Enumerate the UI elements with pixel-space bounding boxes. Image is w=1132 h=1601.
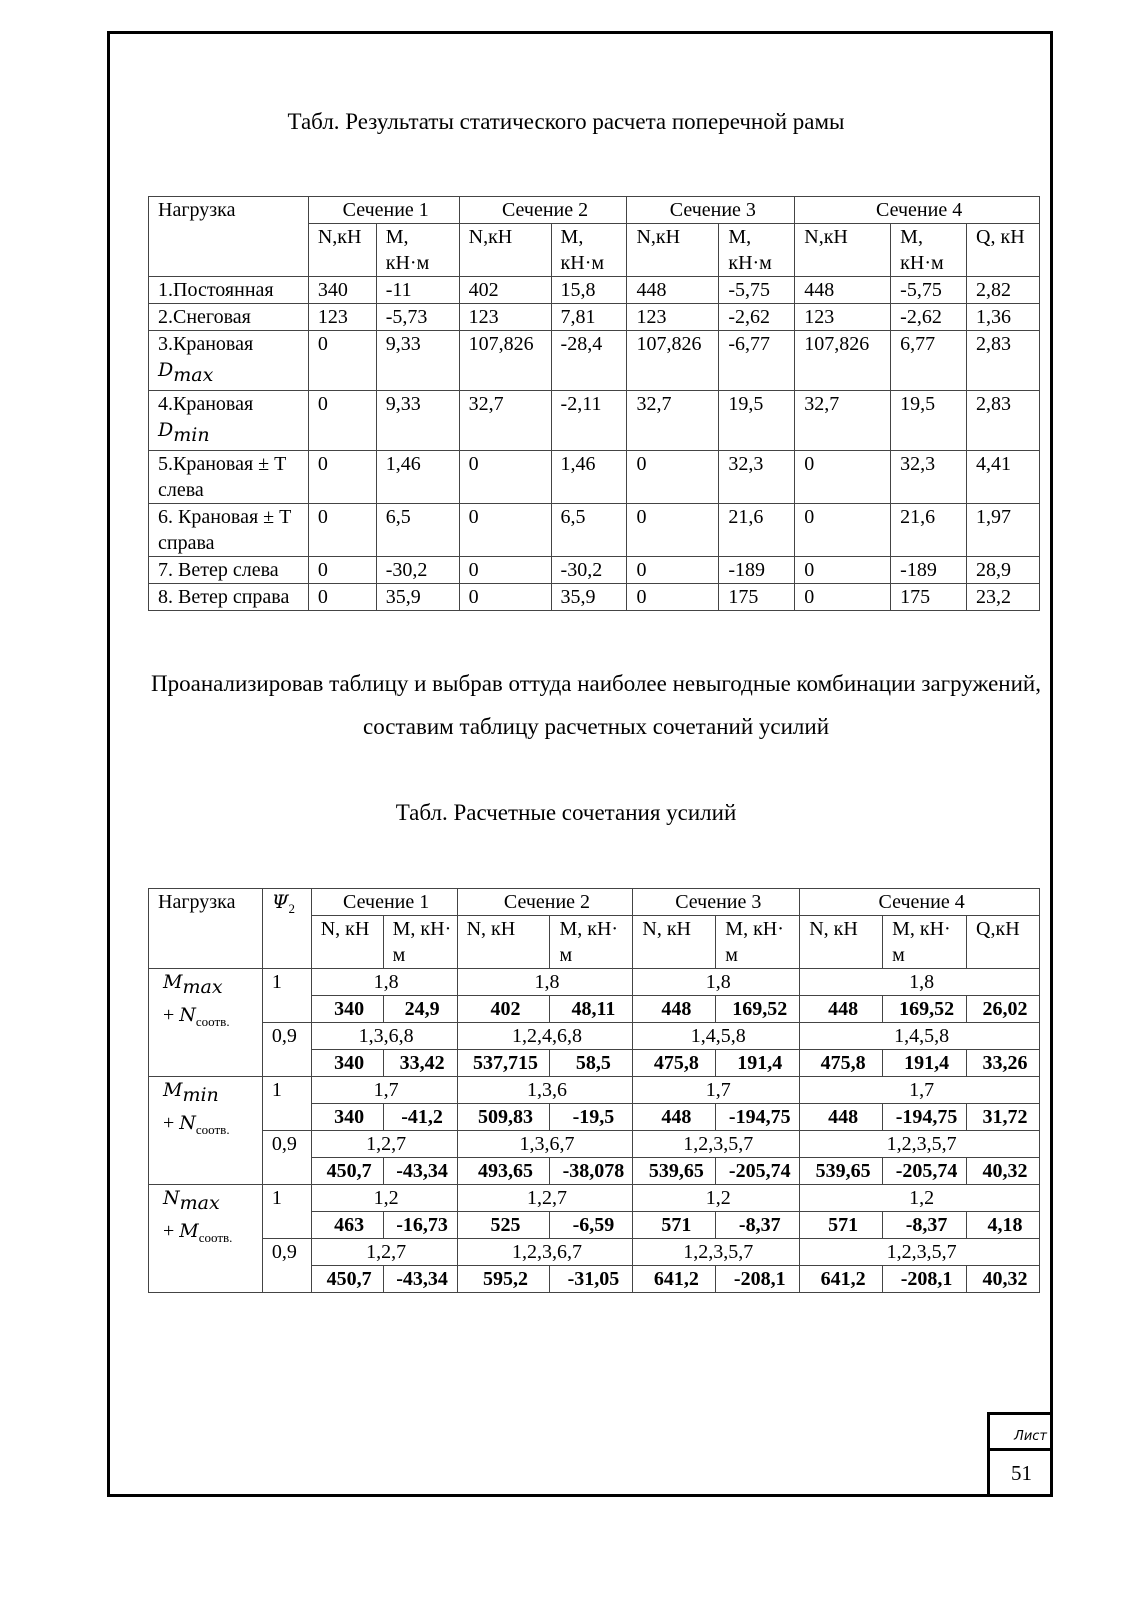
analysis-paragraph: Проанализировав таблицу и выбрав оттуда наиболее невыгодные комбинации загружений, составим таблицу расчетных сочетаний усилий (151, 671, 1041, 739)
table-cell: -5,75 (891, 277, 967, 304)
header-sub: Q, кН (967, 224, 1040, 277)
value-cell: 340 (311, 1050, 383, 1077)
row-label-text: 6. Крановая ± Т справа (158, 506, 292, 554)
table-cell: 1,46 (551, 451, 627, 504)
value-cell: 24,9 (383, 996, 457, 1023)
header-sub: М, кН·м (551, 224, 627, 277)
value-cell: -194,75 (716, 1104, 800, 1131)
table-cell: 2,83 (967, 391, 1040, 451)
table-row (149, 304, 1040, 331)
value-cell: 448 (800, 996, 883, 1023)
table-cell: -11 (376, 277, 459, 304)
table-cell: 28,9 (967, 557, 1040, 584)
page-number: 51 (1011, 1461, 1032, 1485)
combo-cell: 1,4,5,8 (633, 1023, 800, 1050)
combo-cell: 1,2,7 (311, 1131, 457, 1158)
table-cell: -28,4 (551, 331, 627, 391)
value-cell: 26,02 (967, 996, 1040, 1023)
table-cell: 0 (308, 584, 376, 611)
header-sub: М, кН· м (716, 916, 800, 969)
value-cell: -208,1 (716, 1266, 800, 1293)
combo-row (149, 1077, 1040, 1104)
combo-row (149, 1131, 1040, 1158)
combo-cell: 1,7 (800, 1077, 1040, 1104)
value-cell: 340 (311, 996, 383, 1023)
table-cell: 19,5 (891, 391, 967, 451)
table-cell: 0 (308, 451, 376, 504)
row-label (149, 331, 309, 391)
combo-cell: 1,8 (457, 969, 633, 996)
header-section-1: Сечение 1 (311, 889, 457, 916)
combo-row (149, 1239, 1040, 1266)
combo-cell: 1,2 (633, 1185, 800, 1212)
table-row (149, 391, 1040, 451)
combo-cell: 1,3,6,7 (457, 1131, 633, 1158)
table-cell: 0 (459, 584, 551, 611)
value-cell: 595,2 (457, 1266, 550, 1293)
value-cell: 450,7 (311, 1266, 383, 1293)
value-cell: 169,52 (716, 996, 800, 1023)
table-cell: 123 (627, 304, 719, 331)
header-section-2: Сечение 2 (459, 197, 627, 224)
table2-title: Табл. Расчетные сочетания усилий (395, 800, 737, 825)
value-cell: 463 (311, 1212, 383, 1239)
header-sub: N, кН (457, 916, 550, 969)
value-cell: -43,34 (383, 1266, 457, 1293)
header-load: Нагрузка (149, 889, 263, 969)
value-cell: -31,05 (550, 1266, 633, 1293)
group-label (149, 1077, 263, 1185)
table-cell: 123 (308, 304, 376, 331)
value-cell: 448 (633, 996, 716, 1023)
table-cell: 107,826 (459, 331, 551, 391)
value-cell: 40,32 (967, 1266, 1040, 1293)
table-cell: 107,826 (627, 331, 719, 391)
value-cell: 450,7 (311, 1158, 383, 1185)
combo-cell: 1,3,6 (457, 1077, 633, 1104)
group-label-bottom: + $N_{соотв.}$ (163, 1112, 230, 1137)
row-label-text: 2.Снеговая (158, 306, 251, 328)
table-row (149, 331, 1040, 391)
value-cell: 191,4 (716, 1050, 800, 1077)
table-cell: 32,3 (719, 451, 795, 504)
row-label (149, 504, 309, 557)
value-cell: 58,5 (550, 1050, 633, 1077)
row-label-text: 1.Постоянная (158, 279, 274, 301)
combo-cell: 1,2 (800, 1185, 1040, 1212)
value-cell: 448 (800, 1104, 883, 1131)
value-cell: 571 (800, 1212, 883, 1239)
header-sub: N, кН (800, 916, 883, 969)
header-section-4: Сечение 4 (795, 197, 1040, 224)
combo-cell: 1,2,3,5,7 (800, 1239, 1040, 1266)
header-sub: М, кН· м (550, 916, 633, 969)
value-cell: 33,26 (967, 1050, 1040, 1077)
combo-cell: 1,2,7 (457, 1185, 633, 1212)
combo-cell: 1,4,5,8 (800, 1023, 1040, 1050)
row-label-text: 7. Ветер слева (158, 559, 279, 581)
row-label (149, 304, 309, 331)
table1-title: Табл. Результаты статического расчета поперечной рамы (287, 109, 845, 134)
value-cell: -8,37 (716, 1212, 800, 1239)
table-cell: 19,5 (719, 391, 795, 451)
table-cell: 1,36 (967, 304, 1040, 331)
row-label-text: 5.Крановая ± Т слева (158, 453, 287, 501)
value-cell: 475,8 (633, 1050, 716, 1077)
header-section-4: Сечение 4 (800, 889, 1040, 916)
header-sub: М, кН·м (891, 224, 967, 277)
table-cell: -6,77 (719, 331, 795, 391)
combo-cell: 1,2,3,5,7 (633, 1239, 800, 1266)
table-cell: 2,82 (967, 277, 1040, 304)
value-cell: 191,4 (883, 1050, 967, 1077)
table-cell: 7,81 (551, 304, 627, 331)
table-cell: 35,9 (551, 584, 627, 611)
combo-cell: 1,2,3,5,7 (800, 1131, 1040, 1158)
header-section-3: Сечение 3 (627, 197, 795, 224)
table-cell: 448 (627, 277, 719, 304)
header-sub: N,кН (459, 224, 551, 277)
table-cell: -30,2 (551, 557, 627, 584)
table-cell: 123 (459, 304, 551, 331)
combo-cell: 1,8 (633, 969, 800, 996)
header-sub: N,кН (627, 224, 719, 277)
header-sub: N,кН (308, 224, 376, 277)
combo-cell: 1,7 (633, 1077, 800, 1104)
table-cell: 9,33 (376, 331, 459, 391)
row-label (149, 391, 309, 451)
table-cell: 32,7 (795, 391, 891, 451)
math-label: $M_{max}$ (163, 971, 223, 998)
header-sub: М, кН·м (376, 224, 459, 277)
group-label-bottom: + $M_{соотв.}$ (163, 1220, 233, 1245)
table-cell: 0 (459, 504, 551, 557)
table-cell: 15,8 (551, 277, 627, 304)
table-row (149, 584, 1040, 611)
header-load: Нагрузка (149, 197, 309, 277)
table-cell: 0 (627, 557, 719, 584)
sheet-label: Лист (990, 1415, 1053, 1451)
table-cell: 0 (795, 584, 891, 611)
value-cell: 539,65 (800, 1158, 883, 1185)
combo-cell: 1,2 (311, 1185, 457, 1212)
table-cell: 32,7 (627, 391, 719, 451)
combo-row (149, 1185, 1040, 1212)
group-label (149, 969, 263, 1077)
value-cell: 33,42 (383, 1050, 457, 1077)
value-cell: -43,34 (383, 1158, 457, 1185)
table-cell: 21,6 (719, 504, 795, 557)
table-cell: 32,3 (891, 451, 967, 504)
table-cell: 107,826 (795, 331, 891, 391)
combo-cell: 1,7 (311, 1077, 457, 1104)
combo-cell: 1,8 (311, 969, 457, 996)
header-sub: Q,кН (967, 916, 1040, 969)
table-cell: 0 (795, 451, 891, 504)
psi-value: 0,9 (262, 1239, 311, 1293)
table-cell: 6,5 (551, 504, 627, 557)
header-section-3: Сечение 3 (633, 889, 800, 916)
table-cell: 6,77 (891, 331, 967, 391)
table-cell: 0 (308, 504, 376, 557)
table-cell: 448 (795, 277, 891, 304)
value-cell: 402 (457, 996, 550, 1023)
value-cell: 493,65 (457, 1158, 550, 1185)
row-label (149, 277, 309, 304)
combo-cell: 1,3,6,8 (311, 1023, 457, 1050)
value-cell: -208,1 (883, 1266, 967, 1293)
combo-cell: 1,2,3,5,7 (633, 1131, 800, 1158)
psi-value: 1 (262, 969, 311, 1023)
header-psi: $\Psi_2$ (262, 889, 311, 969)
value-cell: 340 (311, 1104, 383, 1131)
header-sub: М, кН· м (383, 916, 457, 969)
table-cell: 23,2 (967, 584, 1040, 611)
value-cell: -38,078 (550, 1158, 633, 1185)
header-sub: М, кН·м (719, 224, 795, 277)
table-cell: 1,97 (967, 504, 1040, 557)
value-cell: -205,74 (716, 1158, 800, 1185)
value-cell: -8,37 (883, 1212, 967, 1239)
value-cell: -6,59 (550, 1212, 633, 1239)
row-label (149, 451, 309, 504)
table-cell: 0 (627, 584, 719, 611)
row-label (149, 557, 309, 584)
value-cell: 509,83 (457, 1104, 550, 1131)
table-cell: 1,46 (376, 451, 459, 504)
value-cell: 40,32 (967, 1158, 1040, 1185)
psi-value: 0,9 (262, 1023, 311, 1077)
header-section-2: Сечение 2 (457, 889, 633, 916)
table-cell: -5,75 (719, 277, 795, 304)
value-cell: 4,18 (967, 1212, 1040, 1239)
value-cell: 525 (457, 1212, 550, 1239)
value-cell: 169,52 (883, 996, 967, 1023)
table-cell: 0 (795, 557, 891, 584)
table-cell: 0 (308, 557, 376, 584)
value-cell: 539,65 (633, 1158, 716, 1185)
group-label-bottom: + $N_{соотв.}$ (163, 1004, 230, 1029)
sheet-stamp (987, 1412, 1053, 1497)
value-cell: 571 (633, 1212, 716, 1239)
header-sub: N, кН (633, 916, 716, 969)
math-label: $D_{min}$ (158, 419, 210, 446)
table-row (149, 557, 1040, 584)
row-label-text: 3.Крановая (158, 333, 254, 355)
value-cell: -19,5 (550, 1104, 633, 1131)
table-cell: 402 (459, 277, 551, 304)
table-cell: 0 (459, 451, 551, 504)
table-cell: -2,11 (551, 391, 627, 451)
header-sub: N, кН (311, 916, 383, 969)
row-label-text: 8. Ветер справа (158, 586, 290, 608)
table-row (149, 504, 1040, 557)
value-cell: 641,2 (633, 1266, 716, 1293)
table-cell: -2,62 (719, 304, 795, 331)
table-cell: 4,41 (967, 451, 1040, 504)
table-cell: 175 (719, 584, 795, 611)
row-label-text: 4.Крановая (158, 393, 254, 415)
header-sub: N,кН (795, 224, 891, 277)
table-cell: 0 (308, 331, 376, 391)
value-cell: -16,73 (383, 1212, 457, 1239)
table-row (149, 451, 1040, 504)
table-cell: 175 (891, 584, 967, 611)
combo-cell: 1,8 (800, 969, 1040, 996)
math-label: $N_{max}$ (163, 1187, 220, 1214)
table-cell: 2,83 (967, 331, 1040, 391)
row-label (149, 584, 309, 611)
psi-value: 1 (262, 1077, 311, 1131)
table-cell: 0 (795, 504, 891, 557)
value-cell: 475,8 (800, 1050, 883, 1077)
table-cell: 123 (795, 304, 891, 331)
table-row (149, 277, 1040, 304)
design-combinations-table (148, 888, 1040, 1293)
combo-cell: 1,2,4,6,8 (457, 1023, 633, 1050)
table-cell: -189 (719, 557, 795, 584)
value-cell: -194,75 (883, 1104, 967, 1131)
combo-cell: 1,2,7 (311, 1239, 457, 1266)
static-results-table (148, 196, 1040, 611)
table-cell: 0 (459, 557, 551, 584)
table-cell: 0 (627, 451, 719, 504)
psi-value: 0,9 (262, 1131, 311, 1185)
table-cell: -5,73 (376, 304, 459, 331)
table-cell: 21,6 (891, 504, 967, 557)
value-cell: 31,72 (967, 1104, 1040, 1131)
combo-row (149, 1023, 1040, 1050)
value-cell: 641,2 (800, 1266, 883, 1293)
table-cell: -2,62 (891, 304, 967, 331)
table-cell: 35,9 (376, 584, 459, 611)
math-label: $D_{max}$ (158, 359, 214, 386)
table-cell: -189 (891, 557, 967, 584)
value-cell: 48,11 (550, 996, 633, 1023)
header-section-1: Сечение 1 (308, 197, 459, 224)
table-cell: 0 (627, 504, 719, 557)
combo-row (149, 969, 1040, 996)
table-cell: 340 (308, 277, 376, 304)
value-cell: 448 (633, 1104, 716, 1131)
combo-cell: 1,2,3,6,7 (457, 1239, 633, 1266)
value-cell: -205,74 (883, 1158, 967, 1185)
table-cell: 0 (308, 391, 376, 451)
group-label (149, 1185, 263, 1293)
header-sub: М, кН· м (883, 916, 967, 969)
value-cell: -41,2 (383, 1104, 457, 1131)
table-cell: 9,33 (376, 391, 459, 451)
table-cell: -30,2 (376, 557, 459, 584)
psi-value: 1 (262, 1185, 311, 1239)
table-cell: 6,5 (376, 504, 459, 557)
table-cell: 32,7 (459, 391, 551, 451)
math-label: $M_{min}$ (163, 1079, 219, 1106)
value-cell: 537,715 (457, 1050, 550, 1077)
